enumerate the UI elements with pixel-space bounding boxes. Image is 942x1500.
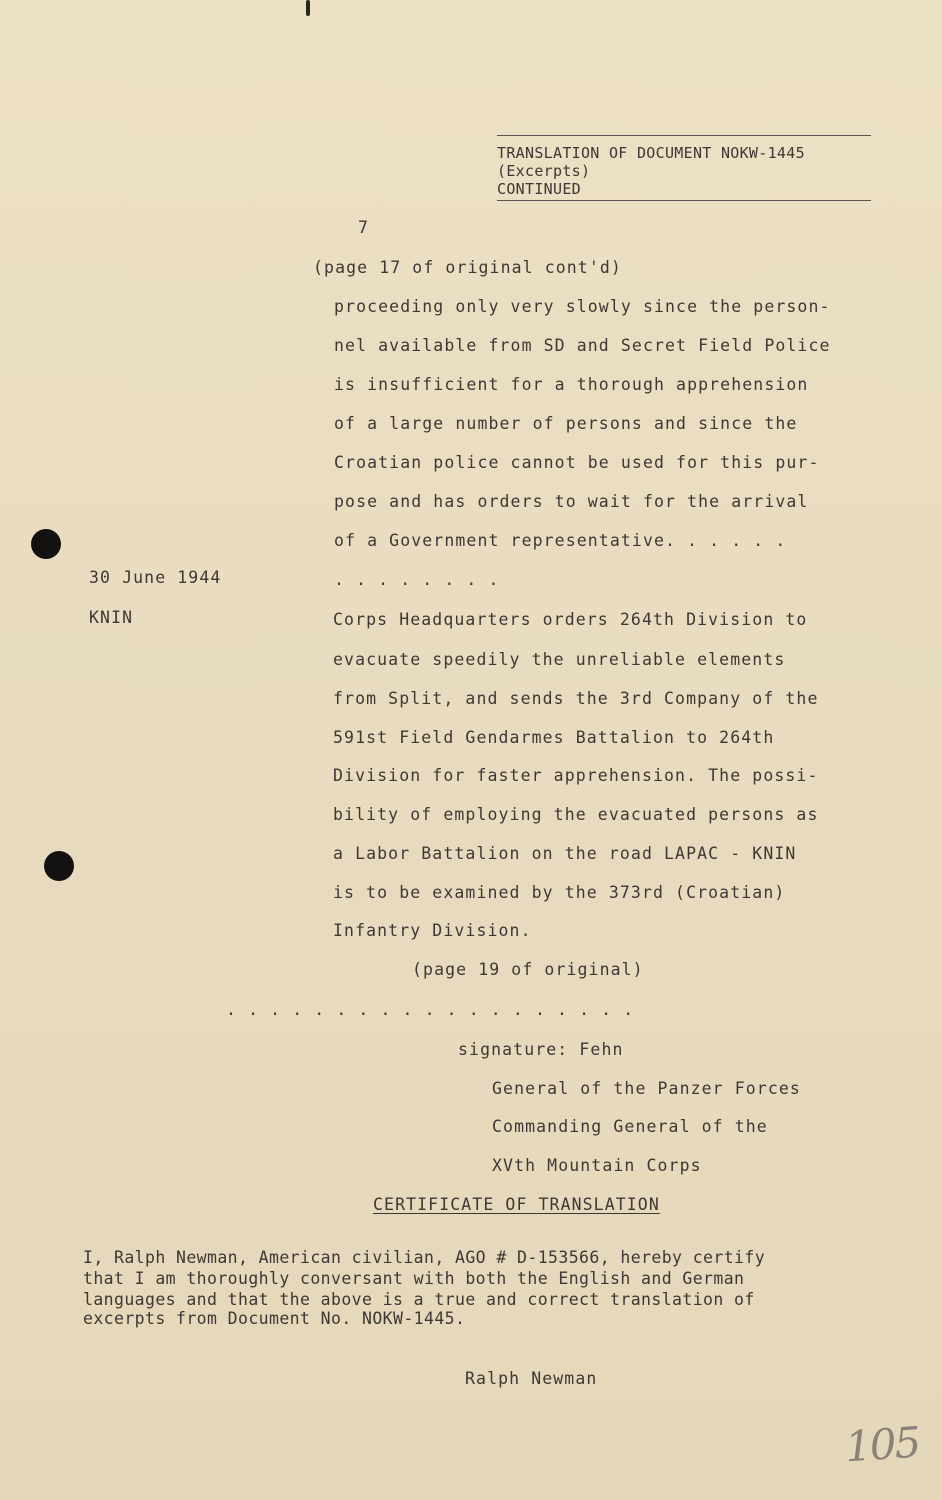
punch-hole (31, 529, 61, 559)
para1-line: nel available from SD and Secret Field Police (334, 336, 831, 355)
certificate-line: excerpts from Document No. NOKW-1445. (83, 1309, 466, 1328)
para1-line: of a large number of persons and since the (334, 414, 798, 433)
para2-line: Corps Headquarters orders 264th Division to (333, 610, 808, 629)
header-rule-bottom (497, 200, 871, 201)
signature-title: Commanding General of the (492, 1117, 768, 1136)
para2-line: 591st Field Gendarmes Battalion to 264th (333, 728, 775, 747)
signature-label: signature: Fehn (458, 1040, 624, 1059)
para1-line: is insufficient for a thorough apprehension (334, 375, 809, 394)
page-reference-bottom: (page 19 of original) (412, 960, 644, 979)
margin-place: KNIN (89, 608, 134, 627)
header-title: TRANSLATION OF DOCUMENT NOKW-1445 (497, 144, 805, 162)
punch-hole (44, 851, 74, 881)
para2-line: Infantry Division. (333, 921, 532, 940)
certificate-line: I, Ralph Newman, American civilian, AGO # D-153566, hereby certify (83, 1248, 766, 1267)
margin-date: 30 June 1944 (89, 568, 222, 587)
certificate-signer: Ralph Newman (465, 1369, 598, 1388)
para2-line: from Split, and sends the 3rd Company of the (333, 689, 819, 708)
para1-line: proceeding only very slowly since the person- (334, 297, 831, 316)
certificate-title: CERTIFICATE OF TRANSLATION (373, 1195, 660, 1214)
signature-rank: General of the Panzer Forces (492, 1079, 801, 1098)
header-excerpts: (Excerpts) (497, 162, 591, 180)
para2-line: evacuate speedily the unreliable elements (333, 650, 786, 669)
top-mark (306, 0, 310, 16)
page-reference-top: (page 17 of original cont'd) (313, 258, 622, 277)
page-number: 7 (358, 218, 370, 237)
para2-line: Division for faster apprehension. The possi- (333, 766, 819, 785)
ellipsis-short: . . . . . . . . (334, 570, 500, 589)
para2-line: bility of employing the evacuated persons as (333, 805, 819, 824)
para1-line: Croatian police cannot be used for this pur- (334, 453, 820, 472)
handwritten-page-number: 105 (843, 1417, 921, 1472)
para1-line: of a Government representative. . . . . . (334, 531, 787, 550)
para1-line: pose and has orders to wait for the arrival (334, 492, 809, 511)
signature-unit: XVth Mountain Corps (492, 1156, 702, 1175)
ellipsis-long: . . . . . . . . . . . . . . . . . . . (226, 1000, 635, 1019)
certificate-line: languages and that the above is a true and correct translation of (83, 1290, 755, 1309)
para2-line: is to be examined by the 373rd (Croatian) (333, 883, 786, 902)
certificate-line: that I am thoroughly conversant with both the English and German (83, 1269, 745, 1288)
header-continued: CONTINUED (497, 180, 581, 198)
para2-line: a Labor Battalion on the road LAPAC - KNIN (333, 844, 797, 863)
header-rule-top (497, 135, 871, 136)
